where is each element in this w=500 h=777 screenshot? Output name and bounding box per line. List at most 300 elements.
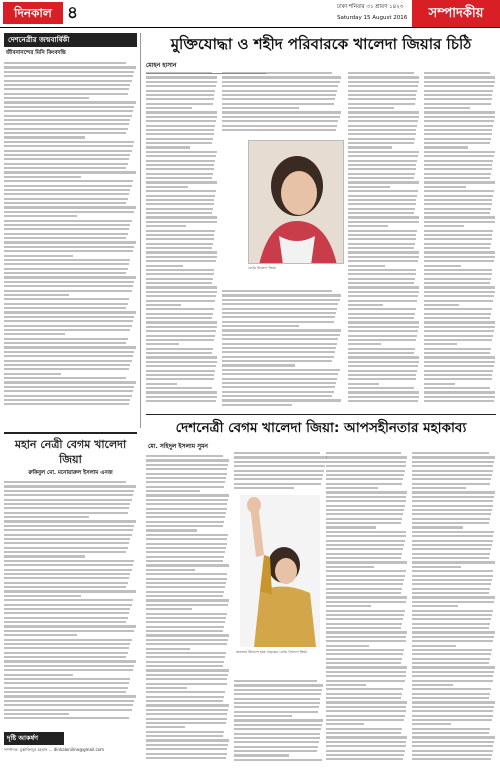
text-line xyxy=(348,374,416,376)
text-line xyxy=(222,356,334,358)
text-line xyxy=(412,636,494,638)
text-line xyxy=(4,590,136,592)
text-line xyxy=(326,557,401,559)
text-line xyxy=(412,505,493,507)
article1-column-2b xyxy=(222,290,342,410)
text-line xyxy=(146,221,217,223)
text-line xyxy=(4,237,126,239)
text-line xyxy=(146,521,224,523)
text-line xyxy=(234,478,322,480)
text-line xyxy=(326,596,407,598)
text-line xyxy=(234,684,323,686)
text-line xyxy=(412,596,495,598)
text-line xyxy=(146,630,223,632)
text-line xyxy=(4,75,133,77)
text-line xyxy=(412,500,493,502)
text-line xyxy=(348,199,416,201)
text-line xyxy=(424,356,495,358)
text-line xyxy=(348,164,416,166)
text-line xyxy=(412,456,495,458)
text-line xyxy=(146,704,229,706)
text-line xyxy=(424,76,495,78)
text-line xyxy=(424,383,455,385)
text-line xyxy=(146,116,217,118)
text-line xyxy=(326,483,402,485)
text-line xyxy=(146,639,228,641)
text-line xyxy=(4,158,129,160)
text-line xyxy=(146,578,227,580)
text-line xyxy=(234,474,323,476)
text-line xyxy=(412,583,491,585)
footer-text: সম্পাদক: মুস্তাফিজুর রহমান ... dinkaloniline@gmail.com xyxy=(4,747,104,752)
text-line xyxy=(348,111,419,113)
text-line xyxy=(234,746,318,748)
text-line xyxy=(146,696,224,698)
text-line xyxy=(424,85,494,87)
text-line xyxy=(146,757,226,759)
text-line xyxy=(146,731,224,733)
text-line xyxy=(4,180,133,182)
text-line xyxy=(424,335,493,337)
text-line xyxy=(146,665,223,667)
text-line xyxy=(4,80,132,82)
text-line xyxy=(234,741,319,743)
text-line xyxy=(146,238,214,240)
text-line xyxy=(4,599,133,601)
text-line xyxy=(326,631,407,633)
text-line xyxy=(146,339,214,341)
text-line xyxy=(146,247,212,249)
text-line xyxy=(348,173,415,175)
text-line xyxy=(4,145,133,147)
text-line xyxy=(412,461,494,463)
text-line xyxy=(4,97,89,99)
text-line xyxy=(222,351,335,353)
text-line xyxy=(4,573,130,575)
text-line xyxy=(348,251,419,253)
text-line xyxy=(146,674,228,676)
text-line xyxy=(424,186,466,188)
text-line xyxy=(4,276,136,278)
text-line xyxy=(146,564,229,566)
text-line xyxy=(326,601,406,603)
text-line xyxy=(4,377,126,379)
text-line xyxy=(146,621,225,623)
text-line xyxy=(412,715,493,717)
text-line xyxy=(348,221,419,223)
text-line xyxy=(348,273,416,275)
text-line xyxy=(348,160,417,162)
text-line xyxy=(326,693,402,695)
text-line xyxy=(412,566,461,568)
text-line xyxy=(222,111,341,113)
text-line xyxy=(146,477,226,479)
text-line xyxy=(348,247,414,249)
text-line xyxy=(222,299,340,301)
text-line xyxy=(4,128,128,130)
text-line xyxy=(348,265,385,267)
text-line xyxy=(4,141,134,143)
text-line xyxy=(146,534,228,536)
text-line xyxy=(326,461,406,463)
text-line xyxy=(146,648,190,650)
text-line xyxy=(424,72,490,74)
text-line xyxy=(146,396,217,398)
text-line xyxy=(326,487,378,489)
text-line xyxy=(326,588,402,590)
text-line xyxy=(326,496,406,498)
text-line xyxy=(222,290,332,292)
text-line xyxy=(348,330,418,332)
text-line xyxy=(424,317,490,319)
text-line xyxy=(146,473,227,475)
text-line xyxy=(146,617,226,619)
left-bottom-article xyxy=(4,432,137,727)
text-line xyxy=(4,329,130,331)
text-line xyxy=(326,535,406,537)
text-line xyxy=(326,478,403,480)
text-line xyxy=(4,595,81,597)
text-line xyxy=(348,94,416,96)
text-line xyxy=(4,669,133,671)
text-line xyxy=(4,171,136,173)
article-body xyxy=(4,481,137,727)
text-line xyxy=(348,269,416,271)
text-line xyxy=(4,320,133,322)
text-line xyxy=(4,678,130,680)
text-line xyxy=(424,199,492,201)
text-line xyxy=(146,370,215,372)
text-line xyxy=(146,455,223,457)
text-line xyxy=(348,212,414,214)
article2-column-1 xyxy=(146,455,230,765)
text-line xyxy=(412,614,492,616)
text-line xyxy=(4,691,126,693)
text-line xyxy=(326,653,403,655)
text-line xyxy=(234,706,319,708)
text-line xyxy=(146,400,216,402)
text-line xyxy=(412,513,491,515)
text-line xyxy=(4,485,136,487)
text-line xyxy=(348,186,390,188)
text-line xyxy=(326,680,405,682)
text-line xyxy=(412,693,490,695)
text-line xyxy=(222,391,334,393)
text-line xyxy=(146,604,228,606)
text-line xyxy=(412,522,489,524)
text-line xyxy=(424,230,493,232)
text-line xyxy=(326,671,406,673)
text-line xyxy=(234,456,327,458)
text-line xyxy=(146,343,179,345)
column-divider xyxy=(140,33,141,428)
article1-column-4 xyxy=(424,72,496,410)
text-line xyxy=(4,233,128,235)
text-line xyxy=(412,553,490,555)
text-line xyxy=(146,256,217,258)
text-line xyxy=(4,586,126,588)
text-line xyxy=(4,704,133,706)
text-line xyxy=(222,72,332,74)
text-line xyxy=(424,173,491,175)
text-line xyxy=(4,246,134,248)
text-line xyxy=(146,212,212,214)
text-line xyxy=(348,383,379,385)
text-line xyxy=(222,103,334,105)
text-line xyxy=(4,290,132,292)
text-line xyxy=(146,129,214,131)
text-line xyxy=(348,81,419,83)
text-line xyxy=(326,627,401,629)
text-line xyxy=(424,391,495,393)
text-line xyxy=(146,94,214,96)
text-line xyxy=(146,365,216,367)
text-line xyxy=(146,551,225,553)
text-line xyxy=(424,208,491,210)
text-line xyxy=(146,726,185,728)
text-line xyxy=(348,190,418,192)
text-line xyxy=(146,525,223,527)
text-line xyxy=(146,499,228,501)
text-line xyxy=(146,81,217,83)
text-line xyxy=(412,561,495,563)
text-line xyxy=(4,512,128,514)
text-line xyxy=(146,335,215,337)
text-line xyxy=(412,754,492,756)
text-line xyxy=(424,234,492,236)
text-line xyxy=(326,592,401,594)
text-line xyxy=(326,566,374,568)
text-line xyxy=(146,260,216,262)
text-line xyxy=(4,381,136,383)
text-line xyxy=(146,142,212,144)
text-line xyxy=(326,754,404,756)
text-line xyxy=(412,684,453,686)
text-line xyxy=(4,647,129,649)
text-line xyxy=(222,329,341,331)
text-line xyxy=(412,526,463,528)
text-line xyxy=(412,706,494,708)
text-line xyxy=(424,142,490,144)
text-line xyxy=(4,66,136,68)
text-line xyxy=(348,387,414,389)
text-line xyxy=(326,575,405,577)
text-line xyxy=(424,348,491,350)
text-line xyxy=(146,687,187,689)
text-line xyxy=(348,365,418,367)
text-line xyxy=(222,360,332,362)
text-line xyxy=(424,216,495,218)
text-line xyxy=(222,116,340,118)
text-line xyxy=(348,120,418,122)
text-line xyxy=(412,710,493,712)
dateline xyxy=(337,2,411,24)
text-line xyxy=(348,76,419,78)
text-line xyxy=(4,206,136,208)
article-author: রুকিবুল মো. মনোয়ারুল ইসলাম এনজ xyxy=(28,470,113,476)
text-line xyxy=(4,717,129,719)
waving-caption: জনতার উদ্দেশে হাত নাড়ছেন বেগম খালেদা জিয়া xyxy=(236,650,308,654)
text-line xyxy=(412,478,491,480)
text-line xyxy=(348,151,419,153)
text-line xyxy=(326,561,407,563)
text-line xyxy=(424,164,492,166)
text-line xyxy=(146,468,227,470)
text-line xyxy=(4,709,132,711)
text-line xyxy=(146,273,214,275)
text-line xyxy=(4,695,136,697)
text-line xyxy=(4,503,130,505)
text-line xyxy=(326,750,405,752)
text-line xyxy=(4,687,128,689)
text-line xyxy=(4,93,128,95)
text-line xyxy=(424,190,494,192)
text-line xyxy=(424,326,495,328)
text-line xyxy=(4,355,133,357)
text-line xyxy=(146,608,192,610)
text-line xyxy=(4,228,129,230)
text-line xyxy=(412,758,491,760)
text-line xyxy=(412,618,491,620)
text-line xyxy=(4,652,128,654)
text-line xyxy=(146,321,217,323)
text-line xyxy=(424,103,491,105)
text-line xyxy=(146,626,224,628)
text-line xyxy=(326,688,403,690)
text-line xyxy=(4,582,128,584)
text-line xyxy=(234,461,326,463)
text-line xyxy=(222,316,335,318)
text-line xyxy=(146,613,227,615)
text-line xyxy=(146,669,229,671)
waving-image xyxy=(240,495,320,647)
text-line xyxy=(348,326,419,328)
text-line xyxy=(4,268,128,270)
text-line xyxy=(4,307,126,309)
text-line xyxy=(326,491,407,493)
text-line xyxy=(4,294,69,296)
text-line xyxy=(326,610,405,612)
text-line xyxy=(4,529,133,531)
text-line xyxy=(412,540,493,542)
text-line xyxy=(146,308,214,310)
text-line xyxy=(4,298,129,300)
text-line xyxy=(326,605,371,607)
text-line xyxy=(4,630,134,632)
headline-second: দেশনেত্রী বেগম খালেদা জিয়া: আপসহীনতার মহাকাব্য xyxy=(175,420,467,436)
text-line xyxy=(326,579,404,581)
text-line xyxy=(146,190,216,192)
text-line xyxy=(146,503,227,505)
text-line xyxy=(412,640,493,642)
text-line xyxy=(424,120,494,122)
text-line xyxy=(4,617,128,619)
text-line xyxy=(326,618,403,620)
text-line xyxy=(4,346,136,348)
text-line xyxy=(424,94,492,96)
text-line xyxy=(348,230,417,232)
text-line xyxy=(4,621,126,623)
text-line xyxy=(348,216,419,218)
text-line xyxy=(222,399,341,401)
text-line xyxy=(326,675,406,677)
text-line xyxy=(424,129,492,131)
left-column-article xyxy=(4,33,137,410)
text-line xyxy=(348,98,416,100)
text-line xyxy=(146,195,215,197)
text-line xyxy=(424,300,493,302)
text-line xyxy=(234,719,323,721)
text-line xyxy=(412,631,495,633)
text-line xyxy=(4,520,136,522)
text-line xyxy=(326,518,402,520)
text-line xyxy=(146,739,229,741)
byline-second: মো. সহিদুল ইসলাম সুমন xyxy=(148,443,209,450)
text-line xyxy=(222,395,332,397)
article1-column-1 xyxy=(146,72,218,410)
text-line xyxy=(146,556,224,558)
text-line xyxy=(326,553,402,555)
text-line xyxy=(424,291,495,293)
text-line xyxy=(424,265,461,267)
text-line xyxy=(412,623,490,625)
text-line xyxy=(348,72,414,74)
text-line xyxy=(146,313,213,315)
text-line xyxy=(412,671,494,673)
text-line xyxy=(4,560,134,562)
article2-column-4 xyxy=(412,452,496,765)
text-line xyxy=(4,608,130,610)
text-line xyxy=(146,177,212,179)
text-line xyxy=(146,643,227,645)
text-line xyxy=(4,185,132,187)
text-line xyxy=(326,741,406,743)
text-line xyxy=(4,399,130,401)
text-line xyxy=(222,382,336,384)
text-line xyxy=(424,181,495,183)
text-line xyxy=(4,241,136,243)
text-line xyxy=(348,317,414,319)
text-line xyxy=(146,599,229,601)
text-line xyxy=(146,387,212,389)
article1-column-3 xyxy=(348,72,420,410)
text-line xyxy=(348,90,417,92)
text-line xyxy=(412,658,490,660)
text-line xyxy=(4,612,129,614)
text-line xyxy=(4,101,136,103)
text-line xyxy=(234,711,318,713)
text-line xyxy=(412,575,493,577)
text-line xyxy=(234,470,324,472)
text-line xyxy=(146,348,213,350)
text-line xyxy=(146,133,214,135)
text-line xyxy=(424,177,490,179)
text-line xyxy=(4,311,136,313)
text-line xyxy=(326,701,407,703)
text-line xyxy=(146,199,214,201)
text-line xyxy=(146,691,225,693)
text-line xyxy=(146,138,213,140)
text-line xyxy=(146,295,216,297)
text-line xyxy=(146,76,217,78)
text-line xyxy=(348,295,418,297)
text-line xyxy=(4,682,129,684)
text-line xyxy=(424,151,495,153)
text-line xyxy=(412,688,491,690)
text-line xyxy=(234,715,292,717)
text-line xyxy=(4,639,132,641)
text-line xyxy=(4,516,89,518)
